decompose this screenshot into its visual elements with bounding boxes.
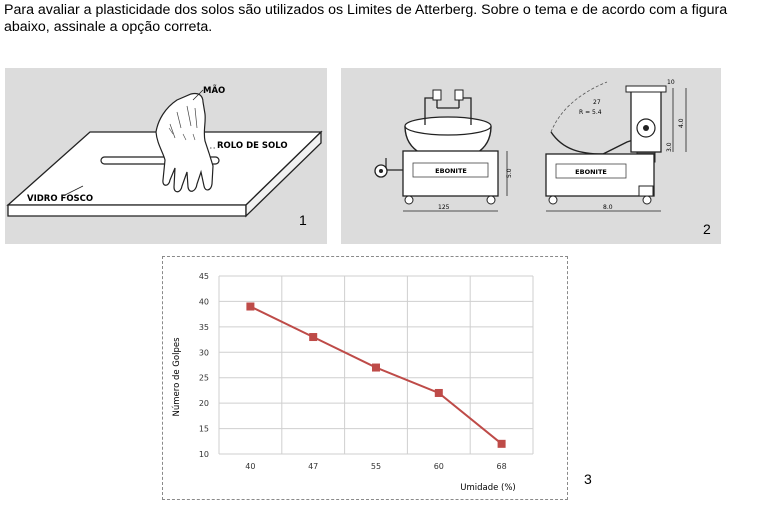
x-tick-label: 55 xyxy=(370,462,382,471)
data-point xyxy=(372,364,380,372)
y-tick-label: 20 xyxy=(198,399,209,409)
label-ebonite-right: EBONITE xyxy=(575,168,607,176)
question-text: Para avaliar a plasticidade dos solos são utilizados os Limites de Atterberg. Sobre o tema e de acordo com a figura abaixo, assinale a opção correta. xyxy=(4,2,728,35)
y-tick-label: 10 xyxy=(198,450,209,459)
x-tick-label: 47 xyxy=(308,462,319,471)
y-tick-label: 15 xyxy=(198,424,209,434)
x-axis-label: Umidade (%) xyxy=(460,483,516,493)
figure-2-casagrande-apparatus xyxy=(341,68,721,244)
label-frosted-glass: VIDRO FOSCO xyxy=(27,194,94,204)
dim-right-side: 4.0 xyxy=(678,118,685,128)
dim-left-height: 5.0 xyxy=(506,168,513,178)
y-tick-label: 45 xyxy=(198,272,209,281)
golpes-vs-umidade-chart xyxy=(163,257,567,499)
data-point xyxy=(309,333,317,341)
figure-1-drawing xyxy=(5,68,327,244)
label-ebonite-left: EBONITE xyxy=(435,167,467,175)
data-point xyxy=(246,303,254,311)
data-point xyxy=(435,389,443,397)
label-soil-roll: ROLO DE SOLO xyxy=(217,141,288,151)
figure-2-drawing xyxy=(341,68,721,244)
figure-1-hand-rolling xyxy=(5,68,327,244)
figure-1-number: 1 xyxy=(299,212,307,228)
dim-top: 10 xyxy=(667,79,675,86)
data-point xyxy=(498,440,506,448)
x-axis-ticks xyxy=(245,462,506,471)
y-tick-label: 30 xyxy=(198,348,209,358)
x-tick-label: 68 xyxy=(496,462,507,471)
x-tick-label: 60 xyxy=(433,462,444,471)
x-tick-label: 40 xyxy=(245,462,256,471)
dim-right-width: 8.0 xyxy=(603,204,613,211)
figure-3-chart-frame xyxy=(162,256,568,500)
y-axis-ticks xyxy=(199,272,209,459)
figure-2-number: 2 xyxy=(703,221,711,237)
dim-angle: 27 xyxy=(593,99,601,106)
dim-left-width: 125 xyxy=(438,204,450,211)
y-tick-label: 35 xyxy=(198,322,209,332)
y-tick-label: 40 xyxy=(198,297,209,307)
dim-radius: R = 5.4 xyxy=(579,109,602,116)
label-hand: MÃO xyxy=(203,86,226,96)
figure-3-number: 3 xyxy=(584,471,592,487)
dim-right-height: 3.0 xyxy=(666,142,673,152)
y-tick-label: 25 xyxy=(198,373,209,383)
y-axis-label: Número de Golpes xyxy=(172,337,182,417)
